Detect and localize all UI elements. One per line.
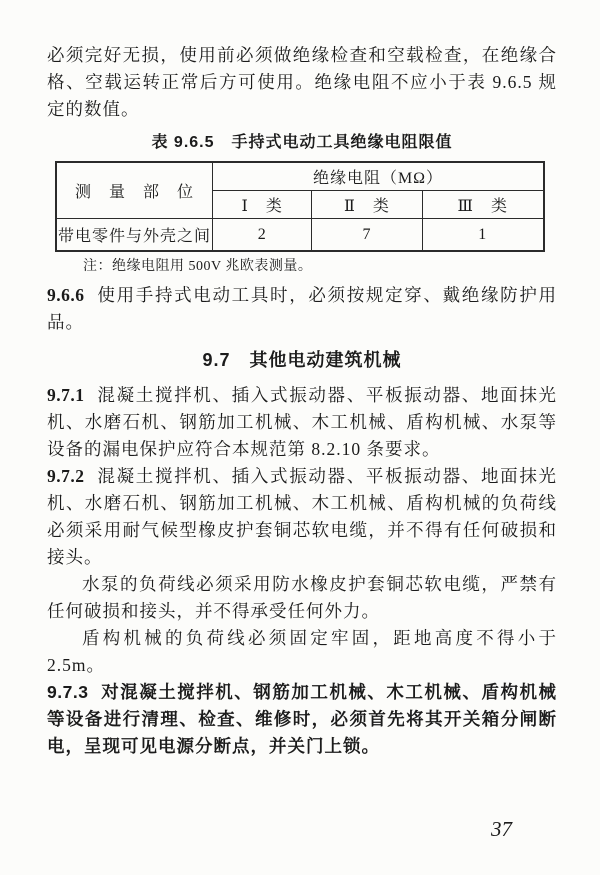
class-3-header-cell: Ⅲ 类 [422, 191, 544, 219]
value-cell-class3: 1 [422, 219, 544, 252]
table-note: 注：绝缘电阻用 500V 兆欧表测量。 [83, 259, 313, 274]
clause-text: 对混凝土搅拌机、钢筋加工机械、木工机械、盾构机械等设备进行清理、检查、维修时，必须首先将其开关箱分闸断电，呈现可见电源分断点，并关门上锁。 [47, 682, 557, 756]
clause-9-7-1 [47, 382, 557, 463]
clause-text: 混凝土搅拌机、插入式振动器、平板振动器、地面抹光机、水磨石机、钢筋加工机械、木工机械、盾构机械、水泵等设备的漏电保护应符合本规范第 8.2.10 条要求。 [47, 385, 557, 459]
class-1-header-cell: Ⅰ 类 [213, 191, 312, 219]
table-row [56, 219, 544, 252]
clause-number: 9.6.6 [47, 285, 85, 305]
value-cell-class2: 7 [312, 219, 422, 252]
table-header-row-1 [56, 162, 544, 191]
class-2-header-cell: Ⅱ 类 [312, 191, 422, 219]
insulation-resistance-table [55, 161, 545, 252]
page-number: 37 [491, 817, 512, 841]
clause-9-7-3 [47, 679, 557, 760]
clause-text: 使用手持式电动工具时，必须按规定穿、戴绝缘防护用品。 [47, 285, 557, 332]
row-label-cell: 带电零件与外壳之间 [56, 219, 213, 252]
clause-9-7-2 [47, 463, 557, 571]
clause-text: 混凝土搅拌机、插入式振动器、平板振动器、地面抹光机、水磨石机、钢筋加工机械、木工机械、盾构机械的负荷线必须采用耐气候型橡皮护套铜芯软电缆，并不得有任何破损和接头。 [47, 466, 557, 567]
intro-paragraph: 必须完好无损，使用前必须做绝缘检查和空载检查，在绝缘合格、空载运转正常后方可使用。绝缘电阻不应小于表 9.6.5 规定的数值。 [47, 45, 557, 119]
group-header-cell: 绝缘电阻（MΩ） [213, 162, 545, 191]
clause-number: 9.7.3 [47, 682, 89, 702]
section-heading-9-7: 9.7 其他电动建筑机械 [202, 350, 402, 370]
clause-number: 9.7.2 [47, 466, 85, 486]
corner-header-cell: 测 量 部 位 [56, 162, 213, 219]
clause-number: 9.7.1 [47, 385, 85, 405]
paragraph-pump-cable: 水泵的负荷线必须采用防水橡皮护套铜芯软电缆，严禁有任何破损和接头，并不得承受任何外力。 [47, 574, 557, 621]
clause-9-6-6 [47, 282, 557, 336]
table-title: 表 9.6.5 手持式电动工具绝缘电阻限值 [151, 134, 453, 151]
paragraph-shield-machine-cable: 盾构机械的负荷线必须固定牢固，距地高度不得小于 2.5m。 [47, 628, 557, 675]
value-cell-class1: 2 [213, 219, 312, 252]
